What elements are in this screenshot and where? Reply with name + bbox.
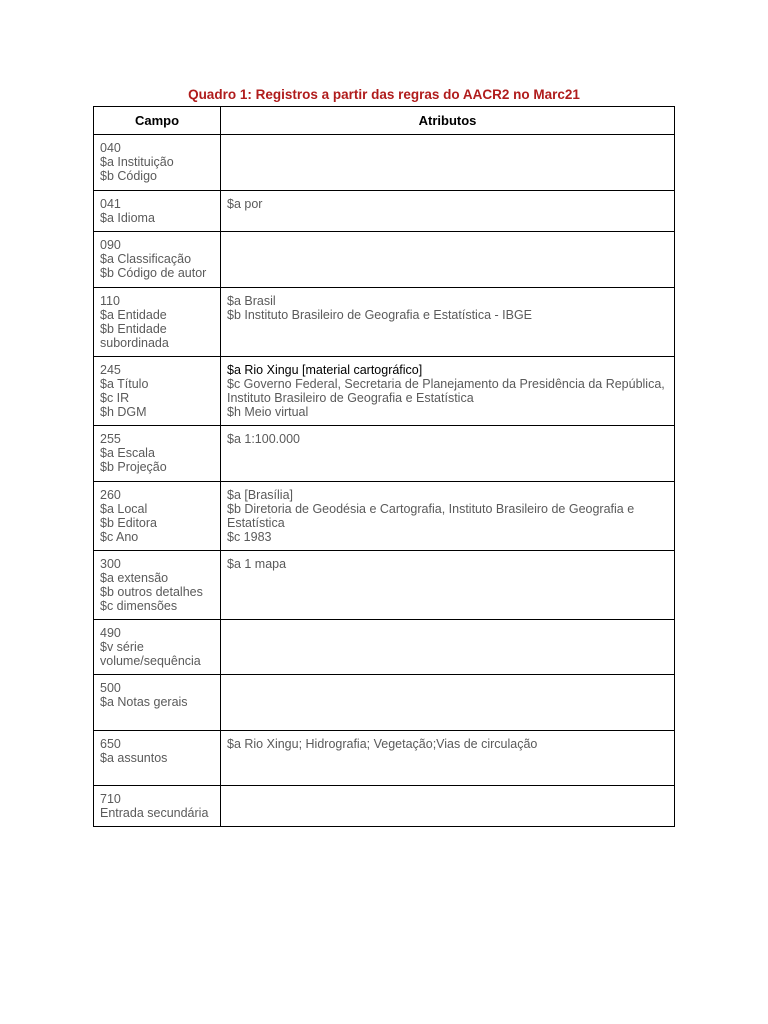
table-caption: Quadro 1: Registros a partir das regras do AACR2 no Marc21	[188, 87, 580, 102]
header-atributos: Atributos	[221, 107, 675, 135]
atributos-cell: $a Rio Xingu; Hidrografia; Vegetação;Vias de circulação	[221, 731, 675, 786]
atributos-cell: $a [Brasília] $b Diretoria de Geodésia e Cartografia, Instituto Brasileiro de Geografia e Estatística $c 1983	[221, 482, 675, 551]
atributos-cell	[221, 786, 675, 827]
table-row	[94, 482, 675, 551]
table-row	[94, 620, 675, 675]
campo-cell: 245 $a Título $c IR $h DGM	[94, 357, 221, 426]
campo-cell: 090 $a Classificação $b Código de autor	[94, 232, 221, 288]
table-row	[94, 288, 675, 357]
atributos-cell: $a 1 mapa	[221, 551, 675, 620]
campo-cell: 300 $a extensão $b outros detalhes $c dimensões	[94, 551, 221, 620]
marc21-records-table	[93, 106, 675, 827]
campo-cell: 255 $a Escala $b Projeção	[94, 426, 221, 482]
table-row	[94, 191, 675, 232]
atributos-title-line: $a Rio Xingu [material cartográfico]	[227, 363, 423, 377]
campo-cell: 110 $a Entidade $b Entidade subordinada	[94, 288, 221, 357]
table-row	[94, 551, 675, 620]
campo-cell: 260 $a Local $b Editora $c Ano	[94, 482, 221, 551]
header-campo: Campo	[94, 107, 221, 135]
table-header-row	[94, 107, 675, 135]
table-row	[94, 232, 675, 288]
atributos-cell	[221, 135, 675, 191]
table-row	[94, 426, 675, 482]
atributos-cell: $a 1:100.000	[221, 426, 675, 482]
table-row	[94, 731, 675, 786]
atributos-cell	[221, 232, 675, 288]
campo-cell: 500 $a Notas gerais	[94, 675, 221, 731]
atributos-cell: $a por	[221, 191, 675, 232]
atributos-cell	[221, 357, 675, 426]
atributos-cell	[221, 620, 675, 675]
table-row	[94, 675, 675, 731]
campo-cell: 040 $a Instituição $b Código	[94, 135, 221, 191]
atributos-rest: $c Governo Federal, Secretaria de Planejamento da Presidência da República, Instituto Brasileiro de Geografia e Estatística $h Meio virtual	[227, 377, 665, 419]
campo-cell: 710 Entrada secundária	[94, 786, 221, 827]
campo-cell: 041 $a Idioma	[94, 191, 221, 232]
table-row	[94, 135, 675, 191]
campo-cell: 650 $a assuntos	[94, 731, 221, 786]
atributos-cell: $a Brasil $b Instituto Brasileiro de Geografia e Estatística - IBGE	[221, 288, 675, 357]
table-row	[94, 786, 675, 827]
table-row	[94, 357, 675, 426]
campo-cell: 490 $v série volume/sequência	[94, 620, 221, 675]
atributos-cell	[221, 675, 675, 731]
